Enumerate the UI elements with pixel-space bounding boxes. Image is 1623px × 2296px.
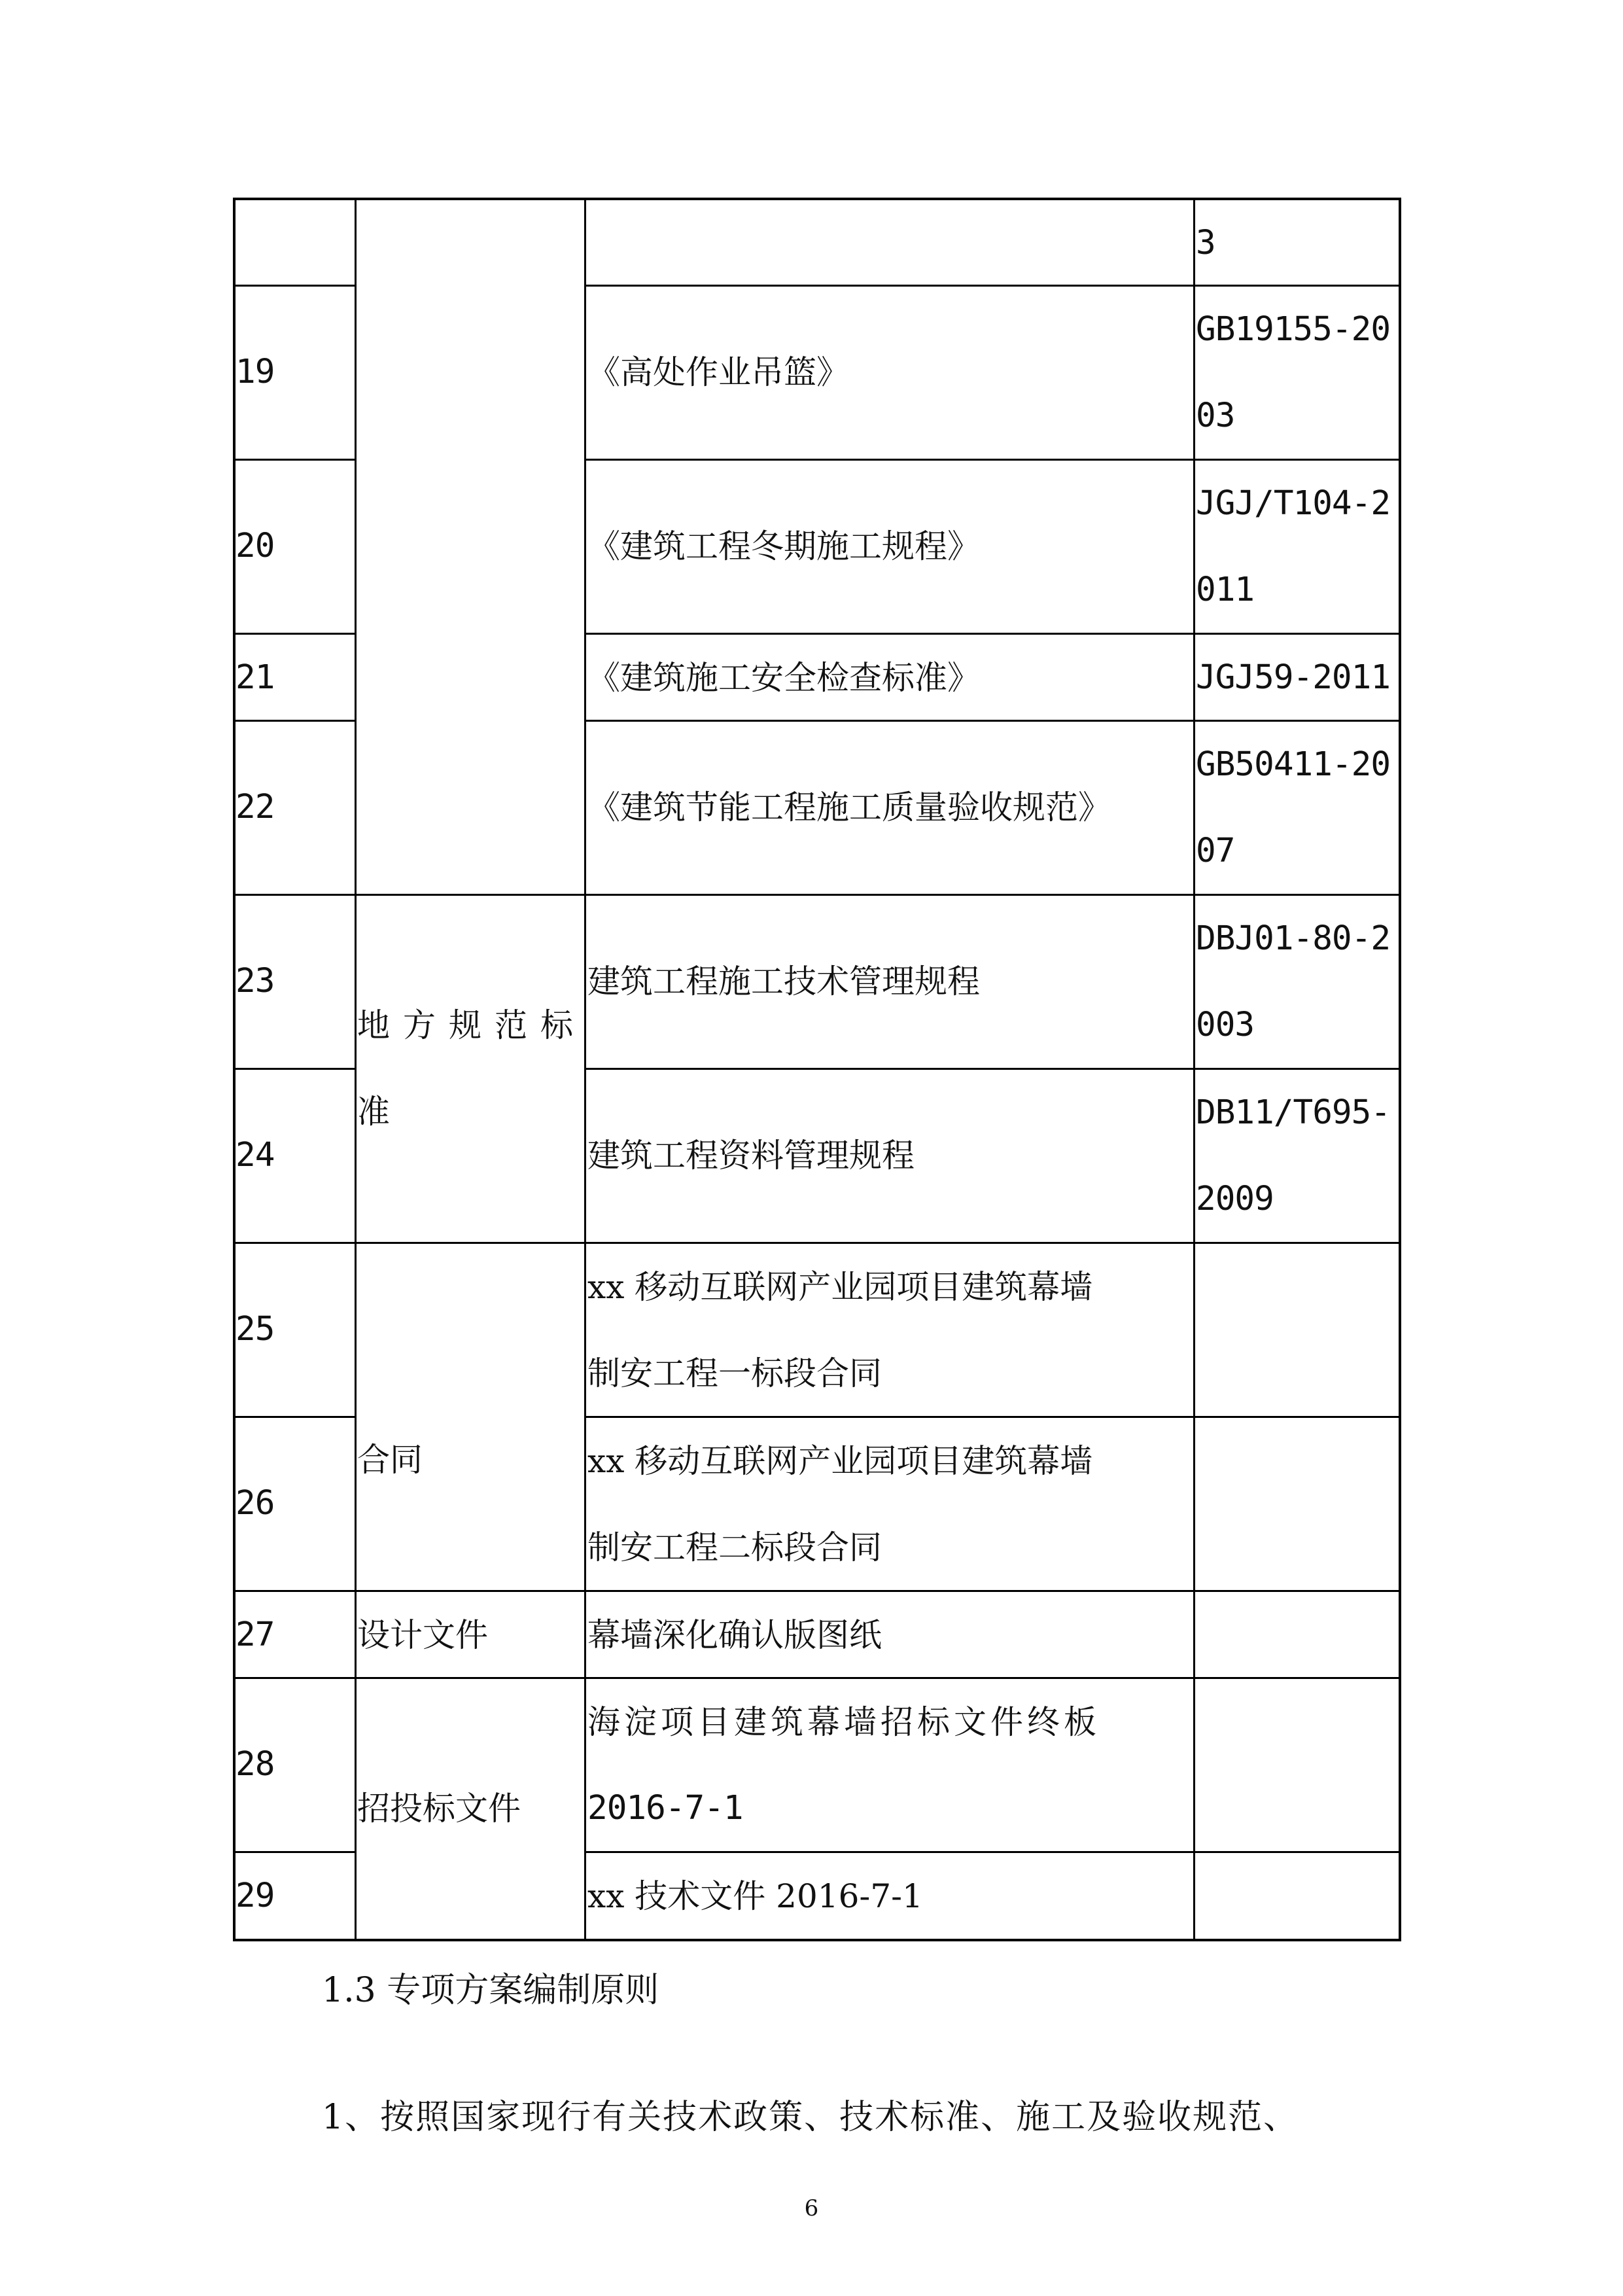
table-rule [233,459,355,461]
table-rule [233,198,1401,200]
table-cell-name: 建筑工程施工技术管理规程 [587,963,980,1000]
table-cell-code: GB50411-20 [1196,745,1391,784]
table-cell-code: 011 [1196,571,1255,609]
table-cell-name: xx 移动互联网产业园项目建筑幕墙 [587,1268,1093,1306]
table-cell-category: 地方规范标 [357,1006,586,1044]
table-cell-name: 《建筑工程冬期施工规程》 [587,527,980,565]
table-rule [233,1068,355,1070]
table-cell-code: JGJ59-2011 [1196,658,1391,697]
table-cell-name: 2016-7-1 [587,1789,743,1828]
table-cell-code: 2009 [1196,1180,1274,1218]
table-rule [584,198,586,1941]
table-cell-name: 《建筑施工安全检查标准》 [587,659,980,697]
table-cell-category: 合同 [357,1441,423,1479]
table-rule [233,1416,355,1418]
principle-paragraph: 1、按照国家现行有关技术政策、技术标准、施工及验收规范、 [322,2098,1299,2137]
table-cell-name: 海淀项目建筑幕墙招标文件终板 [587,1703,1100,1741]
table-rule [1399,198,1401,1941]
table-cell-code: 07 [1196,832,1235,870]
table-cell-no: 29 [236,1877,275,1915]
table-cell-category: 设计文件 [357,1616,488,1654]
table-rule [355,198,357,1941]
table-cell-no: 25 [236,1310,275,1349]
table-cell-code: 3 [1196,224,1215,262]
table-cell-no: 19 [236,353,275,391]
table-cell-no: 20 [236,527,275,565]
table-cell-no: 21 [236,658,275,697]
table-cell-code: 03 [1196,397,1235,435]
table-cell-no: 27 [236,1616,275,1654]
table-cell-category: 招投标文件 [357,1790,521,1828]
standards-table [233,198,1401,1941]
table-cell-no: 26 [236,1484,275,1523]
table-rule [233,285,355,287]
section-heading: 1.3 专项方案编制原则 [322,1971,659,2010]
table-cell-name: 《高处作业吊篮》 [587,353,849,391]
table-cell-no: 23 [236,962,275,1000]
table-cell-name: 制安工程一标段合同 [587,1354,882,1392]
table-cell-category: 准 [357,1093,390,1131]
table-cell-name: xx 技术文件 2016-7-1 [587,1877,923,1915]
table-cell-name: 幕墙深化确认版图纸 [587,1616,882,1654]
table-cell-no: 22 [236,788,275,826]
table-cell-no: 28 [236,1745,275,1784]
table-cell-code: JGJ/T104-2 [1196,484,1391,523]
table-rule [1193,198,1195,1941]
table-cell-code: DBJ01-80-2 [1196,919,1391,958]
page-number: 6 [804,2195,819,2221]
table-cell-name: xx 移动互联网产业园项目建筑幕墙 [587,1442,1093,1480]
table-cell-name: 建筑工程资料管理规程 [587,1137,915,1174]
table-cell-code: DB11/T695- [1196,1093,1391,1132]
table-cell-name: 制安工程二标段合同 [587,1528,882,1566]
table-rule [233,198,236,1941]
table-cell-code: GB19155-20 [1196,310,1391,349]
table-cell-name: 《建筑节能工程施工质量验收规范》 [587,788,1111,826]
table-cell-no: 24 [236,1136,275,1174]
table-cell-code: 003 [1196,1006,1255,1044]
